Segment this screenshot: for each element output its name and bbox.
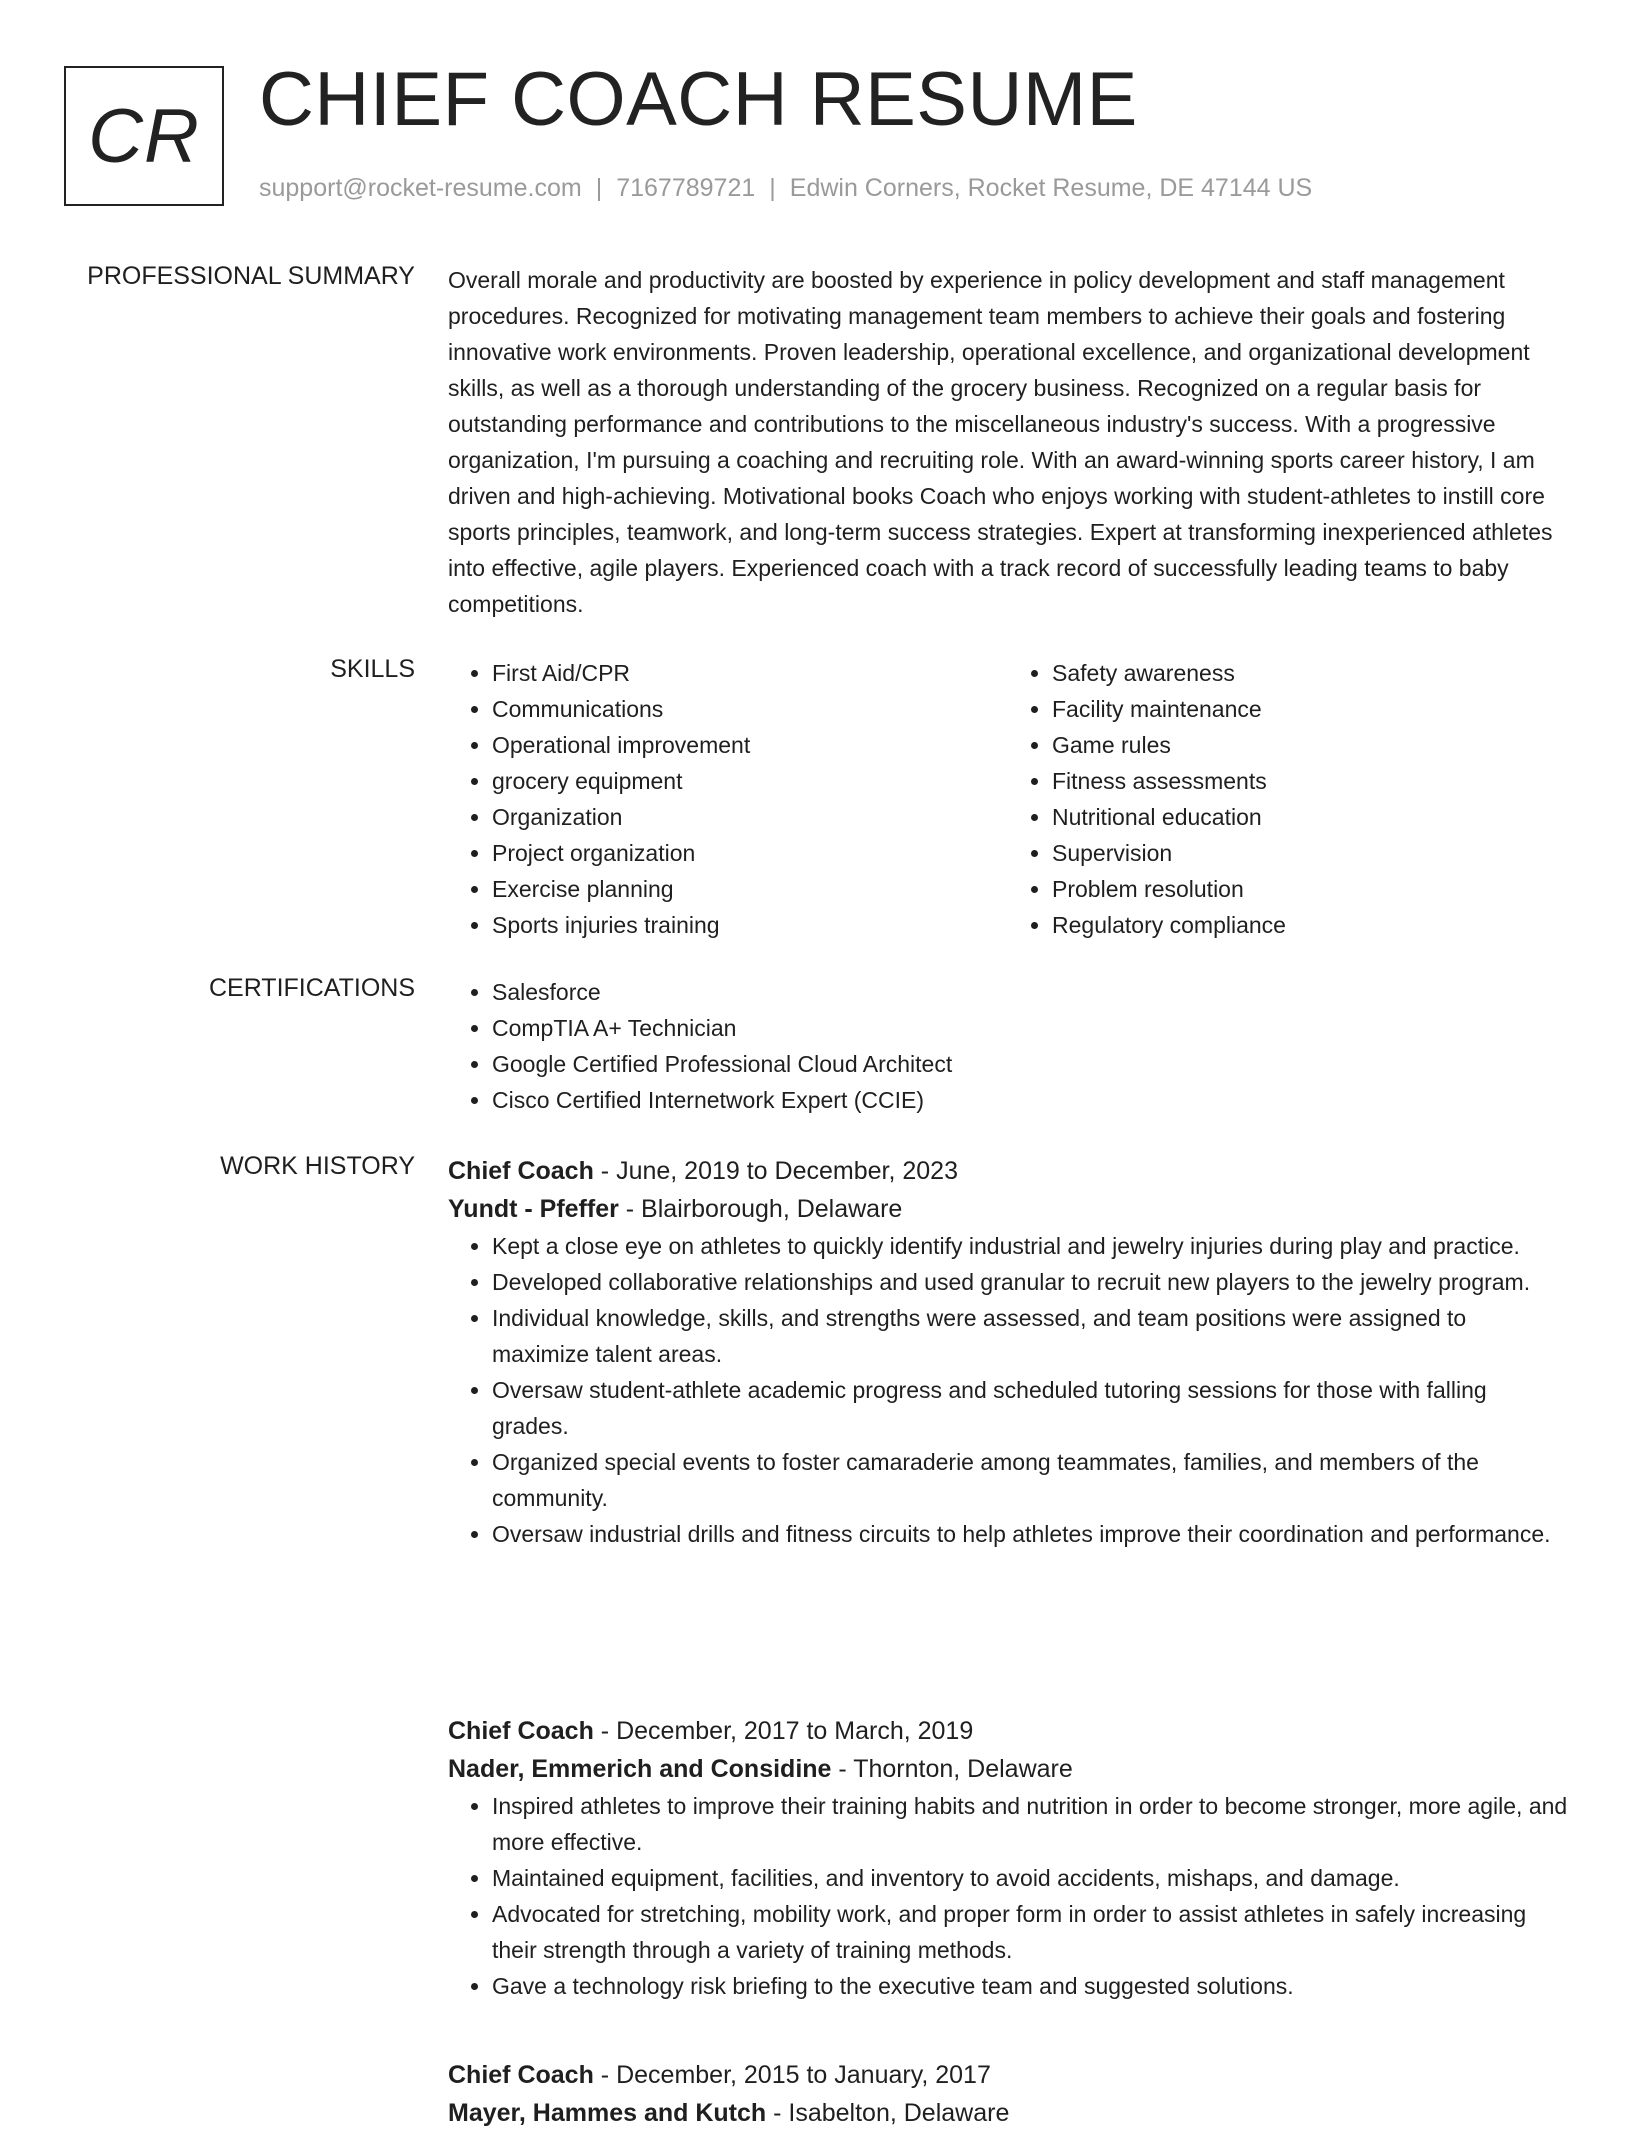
monogram-logo: CR: [64, 66, 224, 206]
skill-item: • Project organization: [492, 835, 1008, 871]
skill-item: • Safety awareness: [1052, 655, 1568, 691]
job-duty: • Oversaw student-athlete academic progress and scheduled tutoring sessions for those with falling grades.: [492, 1372, 1568, 1444]
job-dates: - June, 2019 to December, 2023: [593, 1157, 958, 1185]
job-title: Chief Coach: [448, 1157, 594, 1185]
summary-text: Overall morale and productivity are boosted by experience in policy development and staff management procedures. Recognized for motivating management team members to achieve their goals and fostering innovative work environments. Proven leadership, operational excellence, and organizational development skills, as well as a thorough understanding of the grocery business. Recognized on a regular basis for outstanding performance and contributions to the miscellaneous industry's success. With a progressive organization, I'm pursuing a coaching and recruiting role. With an award-winning sports career history, I am driven and high-achieving. Motivational books Coach who enjoys working with student-athletes to instill core sports principles, teamwork, and long-term success strategies. Expert at transforming inexperienced athletes into effective, agile players. Experienced coach with a track record of successfully leading teams to baby competitions.: [448, 267, 1553, 617]
skill-item: • Supervision: [1052, 835, 1568, 871]
job-duty: • Kept a close eye on athletes to quickly identify industrial and jewelry injuries during play and practice.: [492, 1228, 1568, 1264]
certifications-heading: CERTIFICATIONS: [208, 974, 415, 1002]
job-company: Mayer, Hammes and Kutch: [448, 2099, 767, 2127]
contact-email[interactable]: support@rocket-resume.com: [259, 174, 582, 202]
skill-item: • Nutritional education: [1052, 799, 1568, 835]
skill-item: • Regulatory compliance: [1052, 907, 1568, 943]
certification-item: • Salesforce: [492, 974, 1568, 1010]
skill-item: • Exercise planning: [492, 871, 1008, 907]
certification-item: • CompTIA A+ Technician: [492, 1010, 1568, 1046]
skill-item: • grocery equipment: [492, 763, 1008, 799]
skill-item: • Facility maintenance: [1052, 691, 1568, 727]
job-duty: • Organized special events to foster camaraderie among teammates, families, and members of the community.: [492, 1444, 1568, 1516]
job-location: - Thornton, Delaware: [831, 1755, 1073, 1783]
certification-item: • Google Certified Professional Cloud Architect: [492, 1046, 1568, 1082]
skill-item: • Problem resolution: [1052, 871, 1568, 907]
skill-item: • Operational improvement: [492, 727, 1008, 763]
resume-title: CHIEF COACH RESUME: [259, 57, 1138, 142]
job-company-line: [448, 1750, 1568, 1788]
job-title-line: [448, 1152, 1568, 1190]
job-title: Chief Coach: [448, 1717, 594, 1745]
skill-item: • Sports injuries training: [492, 907, 1008, 943]
work-history-heading: WORK HISTORY: [220, 1152, 415, 1180]
skill-item: • Game rules: [1052, 727, 1568, 763]
job-dates: - December, 2017 to March, 2019: [593, 1717, 974, 1745]
job-title-line: [448, 1712, 1568, 1750]
job-location: - Blairborough, Delaware: [618, 1195, 903, 1223]
skills-list-right: [1008, 655, 1568, 943]
job-dates: - December, 2015 to January, 2017: [593, 2061, 991, 2089]
contact-phone[interactable]: 7167789721: [616, 174, 756, 202]
summary-heading: PROFESSIONAL SUMMARY: [87, 262, 415, 290]
job-duty: • Inspired athletes to improve their training habits and nutrition in order to become stronger, more agile, and more effective.: [492, 1788, 1568, 1860]
certification-item: • Cisco Certified Internetwork Expert (CCIE): [492, 1082, 1568, 1118]
job-location: - Isabelton, Delaware: [766, 2099, 1010, 2127]
skill-item: • First Aid/CPR: [492, 655, 1008, 691]
job-company: Yundt - Pfeffer: [448, 1195, 619, 1223]
job-title: Chief Coach: [448, 2061, 594, 2089]
job-company: Nader, Emmerich and Considine: [448, 1755, 832, 1783]
job-entry: [448, 1152, 1568, 1552]
job-duty: • Advocated for stretching, mobility work, and proper form in order to assist athletes in safely increasing their strength through a variety of training methods.: [492, 1896, 1568, 1968]
skill-item: • Organization: [492, 799, 1008, 835]
job-duties: [448, 1228, 1568, 1552]
certifications-list: [448, 974, 1568, 1118]
skill-item: • Fitness assessments: [1052, 763, 1568, 799]
job-entry: [448, 2056, 1568, 2132]
contact-separator: |: [769, 174, 776, 202]
job-title-line: [448, 2056, 1568, 2094]
job-duty: • Maintained equipment, facilities, and inventory to avoid accidents, mishaps, and damage.: [492, 1860, 1568, 1896]
job-entry: [448, 1712, 1568, 2004]
contact-line: [259, 174, 1312, 203]
job-company-line: [448, 1190, 1568, 1228]
skills-list-left: [448, 655, 1008, 943]
contact-separator: |: [595, 174, 603, 202]
job-duty: • Gave a technology risk briefing to the executive team and suggested solutions.: [492, 1968, 1568, 2004]
job-company-line: [448, 2094, 1568, 2132]
contact-address: Edwin Corners, Rocket Resume, DE 47144 US: [789, 174, 1313, 202]
skills-heading: SKILLS: [330, 655, 415, 683]
job-duty: • Oversaw industrial drills and fitness circuits to help athletes improve their coordination and performance.: [492, 1516, 1568, 1552]
skill-item: • Communications: [492, 691, 1008, 727]
job-duty: • Individual knowledge, skills, and strengths were assessed, and team positions were assigned to maximize talent areas.: [492, 1300, 1568, 1372]
job-duties: [448, 1788, 1568, 2004]
job-duty: • Developed collaborative relationships and used granular to recruit new players to the jewelry program.: [492, 1264, 1568, 1300]
